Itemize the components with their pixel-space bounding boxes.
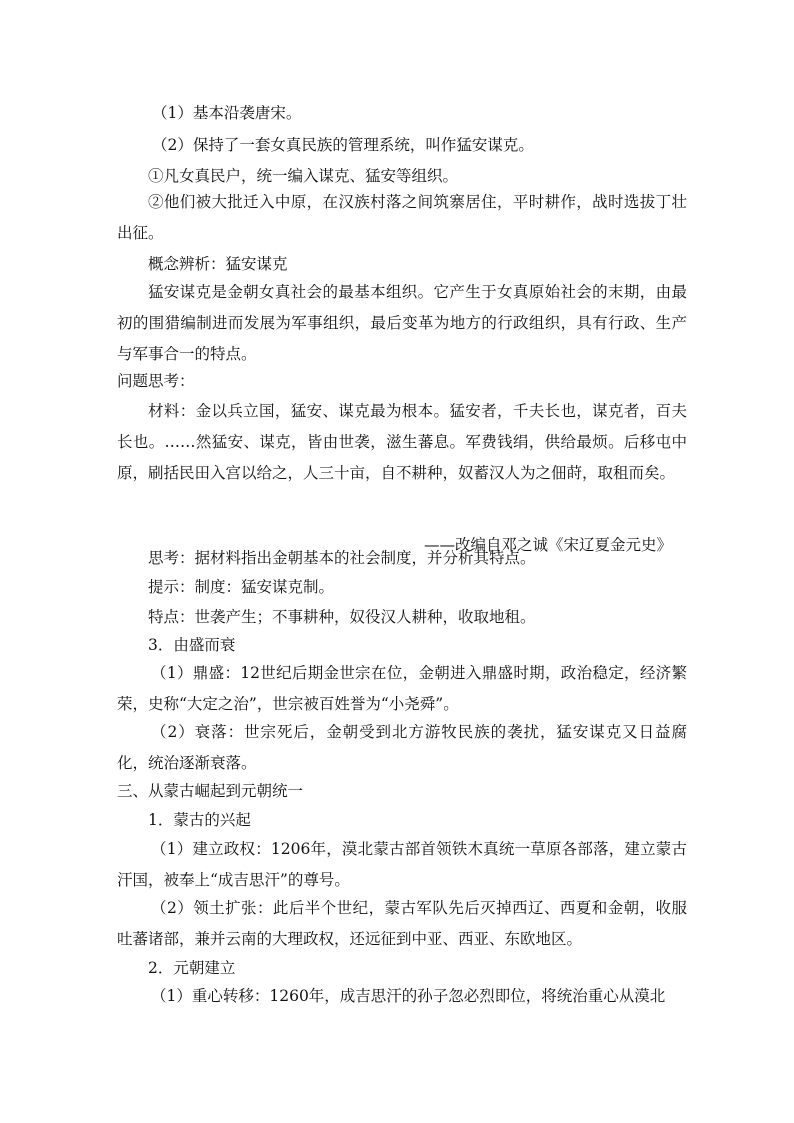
subsection-heading: 1．蒙古的兴起 xyxy=(148,811,251,829)
text-paragraph: （1）鼎盛：12世纪后期金世宗在位，金朝进入鼎盛时期，政治稳定，经济繁荣，史称“大定之治”，世宗被百姓誉为“小尧舜”。 xyxy=(117,664,687,713)
text-line: 特点：世袭产生；不事耕种，奴役汉人耕种，收取地租。 xyxy=(148,608,536,626)
material-paragraph: 材料：金以兵立国，猛安、谋克最为根本。猛安者，千夫长也，谋克者，百夫长也。……然猛安、谋克，皆由世袭，滋生蕃息。军费钱绢，供给最烦。后移屯中原，刷括民田入宫以给之，人三十亩，自不耕种，奴蓄汉人为之佃莳，取租而矣。 xyxy=(117,402,687,482)
subsection-heading: 2．元朝建立 xyxy=(148,959,236,977)
text-paragraph: （2）领土扩张：此后半个世纪，蒙古军队先后灭掉西辽、西夏和金朝，收服吐蕃诸部，兼并云南的大理政权，还远征到中亚、西亚、东欧地区。 xyxy=(117,899,687,948)
text-line: （1）基本沿袭唐宋。 xyxy=(152,104,302,122)
text-line: 提示：制度：猛安谋克制。 xyxy=(148,578,335,596)
text-paragraph: （2）衰落：世宗死后，金朝受到北方游牧民族的袭扰，猛安谋克又日益腐化，统治逐渐衰落。 xyxy=(117,723,687,772)
text-paragraph: （1）重心转移：1260年，成吉思汗的孙子忽必烈即位，将统治重心从漠北 xyxy=(151,987,666,1005)
text-line: ①凡女真民户，统一编入谋克、猛安等组织。 xyxy=(148,167,459,185)
text-paragraph: （1）建立政权：1206年，漠北蒙古部首领铁木真统一草原各部落，建立蒙古汗国，被奉上“成吉思汗”的尊号。 xyxy=(117,840,687,889)
concept-heading: 概念辨析：猛安谋克 xyxy=(148,255,288,273)
text-paragraph: ②他们被大批迁入中原，在汉族村落之间筑寨居住，平时耕作，战时选拔丁壮出征。 xyxy=(117,193,687,242)
text-line: 思考：据材料指出金朝基本的社会制度，并分析其特点。 xyxy=(148,549,536,567)
section-heading: 三、从蒙古崛起到元朝统一 xyxy=(117,782,304,800)
section-label: 问题思考： xyxy=(117,372,195,390)
source-attribution: ——改编自邓之诚《宋辽夏金元史》 xyxy=(423,535,672,554)
text-line: （2）保持了一套女真民族的管理系统，叫作猛安谋克。 xyxy=(152,136,534,154)
subsection-heading: 3．由盛而衰 xyxy=(148,636,236,654)
text-paragraph: 猛安谋克是金朝女真社会的最基本组织。它产生于女真原始社会的末期，由最初的围猎编制进而发展为军事组织，最后变革为地方的行政组织，具有行政、生产与军事合一的特点。 xyxy=(117,283,687,363)
